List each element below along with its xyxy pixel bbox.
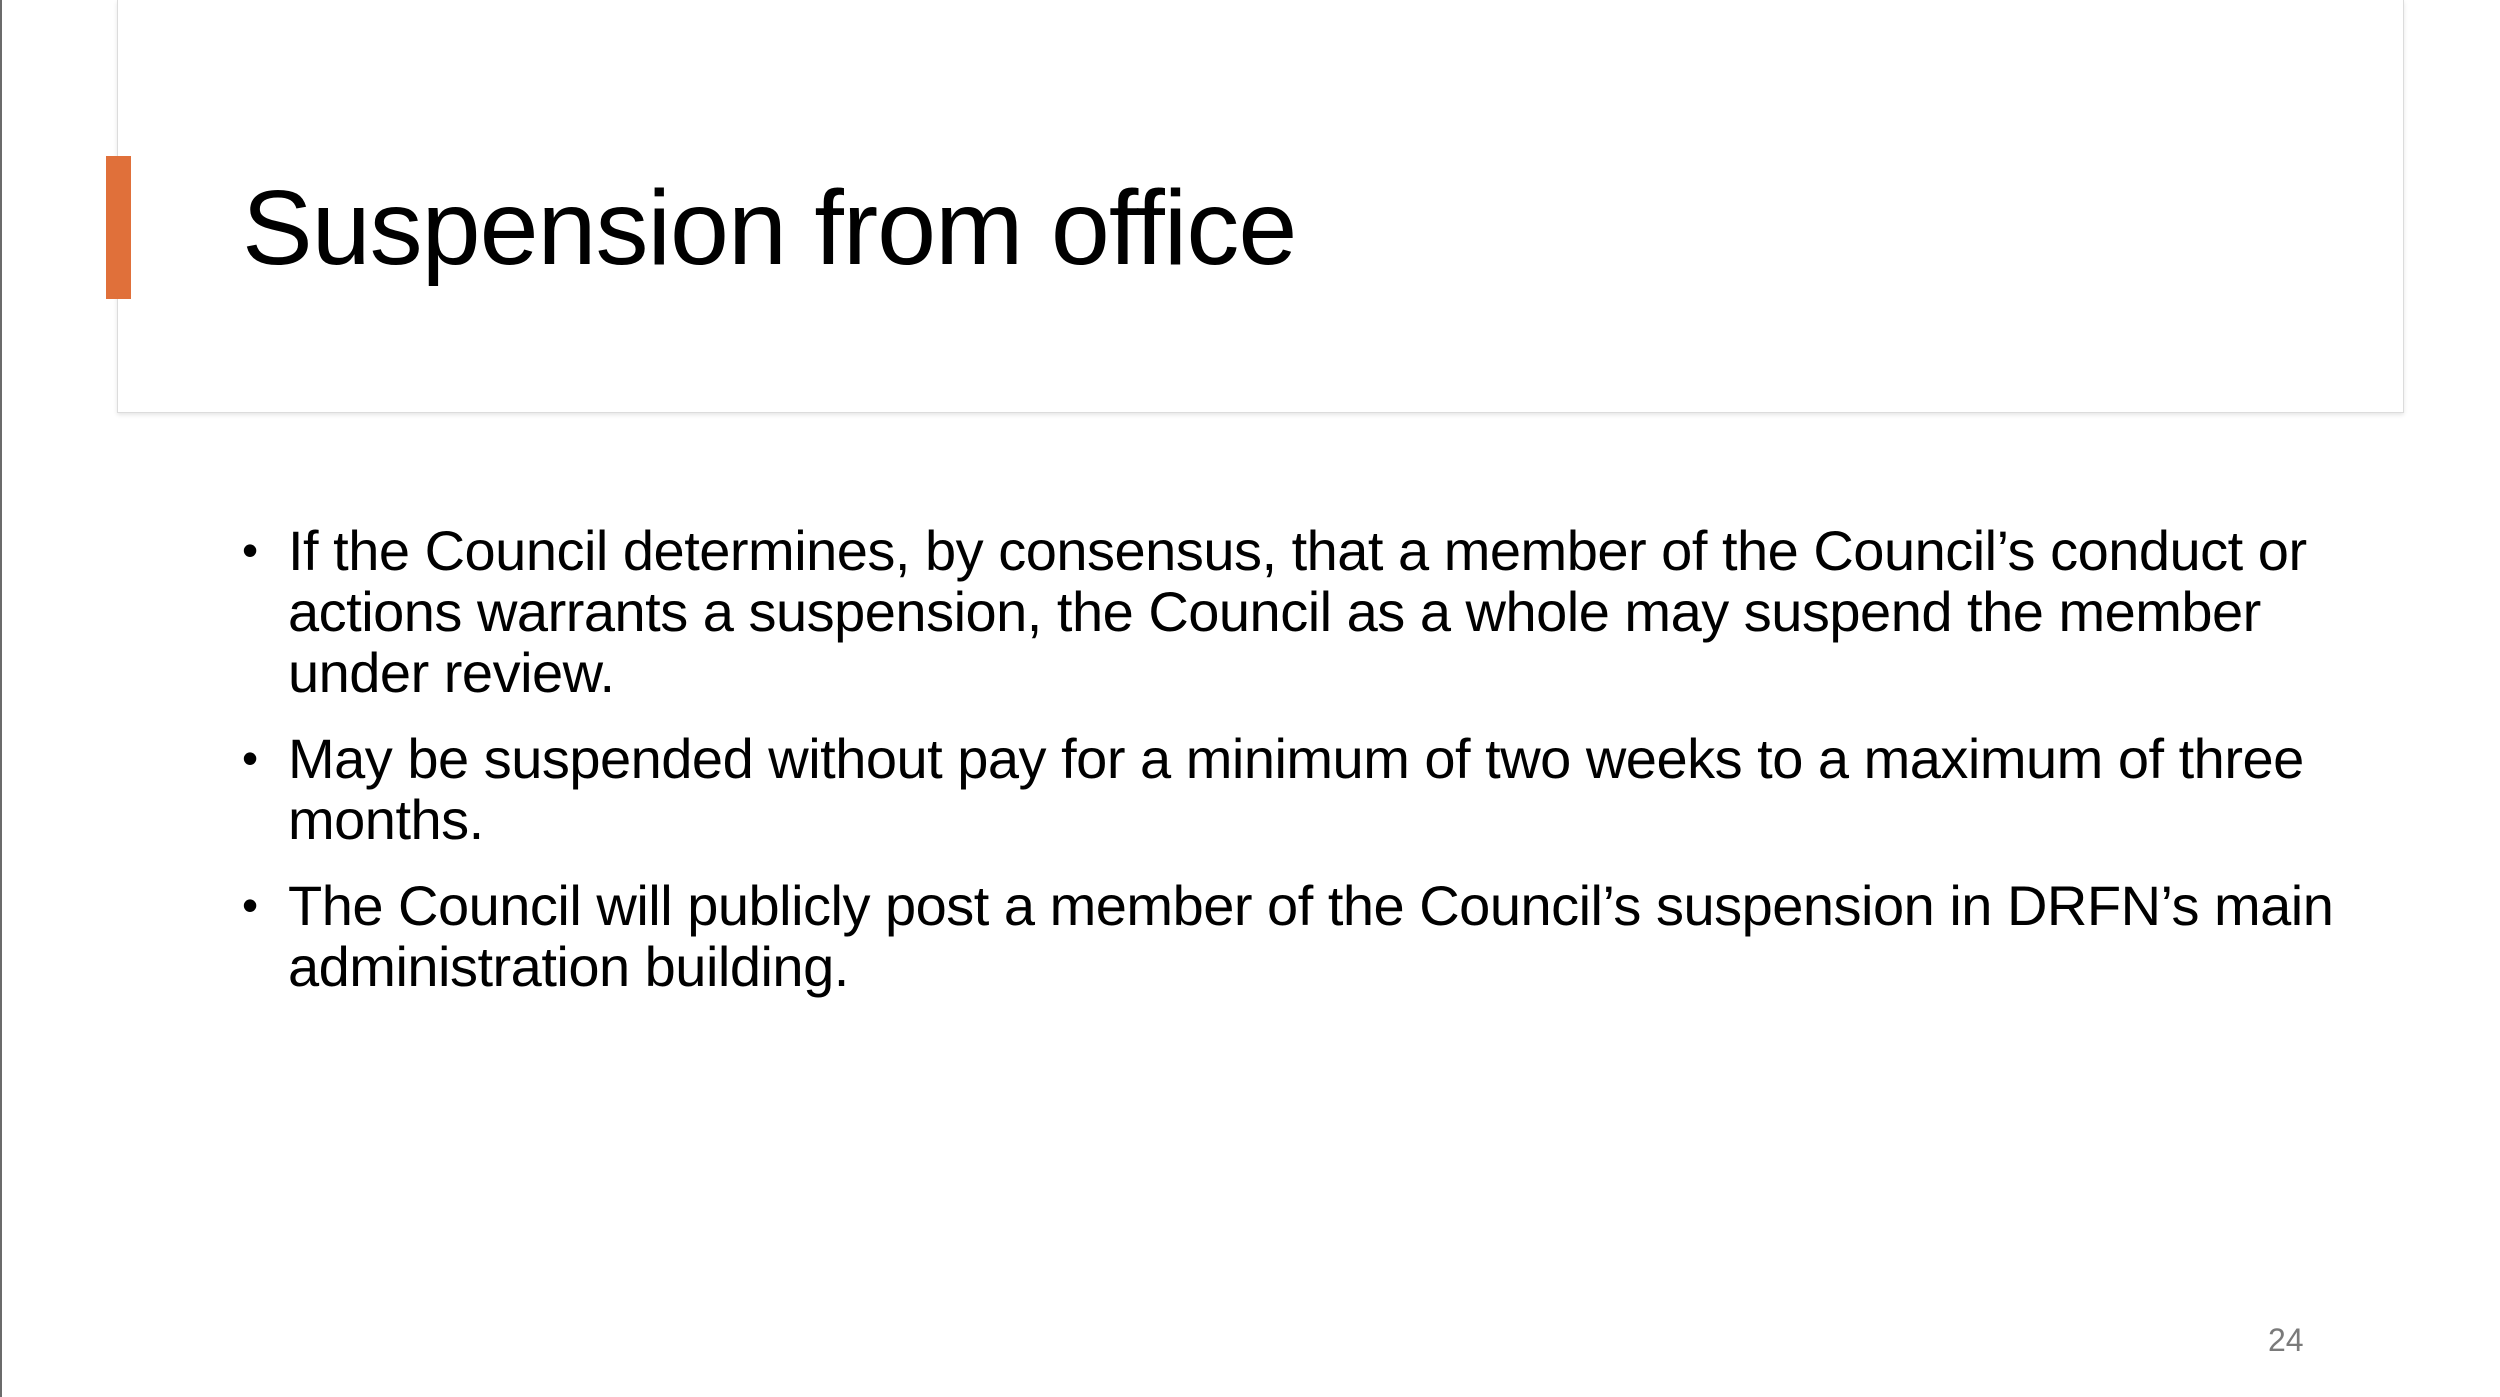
bullet-text: The Council will publicly post a member of the Council’s suspension in DRFN’s main administration building. (288, 874, 2334, 998)
bullet-text: If the Council determines, by consensus, that a member of the Council’s conduct or actions warrants a suspension, the Council as a whole may suspend the member under review. (288, 519, 2307, 704)
bullet-dot-icon: • (242, 879, 258, 931)
bullet-item (242, 728, 2382, 850)
bullet-item (242, 875, 2382, 997)
slide-title: Suspension from office (242, 169, 1297, 287)
bullet-list (242, 520, 2382, 1022)
bullet-dot-icon: • (242, 524, 258, 576)
title-accent-bar (106, 156, 131, 299)
page-number: 24 (2268, 1322, 2304, 1358)
bullet-text: May be suspended without pay for a minimum of two weeks to a maximum of three months. (288, 727, 2304, 851)
bullet-item (242, 520, 2382, 703)
bullet-dot-icon: • (242, 732, 258, 784)
